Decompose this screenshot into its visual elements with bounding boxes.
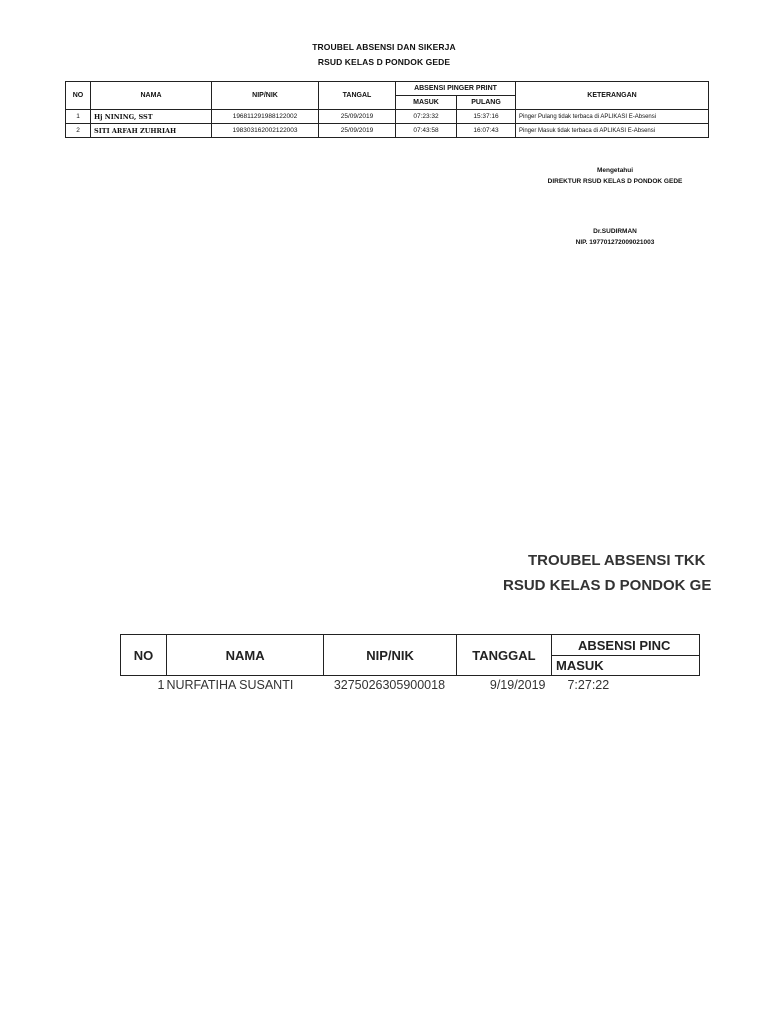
cell-nama: SITI ARFAH ZUHRIAH <box>91 124 212 138</box>
header-masuk: MASUK <box>396 96 457 110</box>
header-nip: NIP/NIK <box>212 82 319 110</box>
cell-tanggal: 25/09/2019 <box>319 124 396 138</box>
cell-masuk: 07:23:32 <box>396 110 457 124</box>
header-absensi: ABSENSI PINC <box>551 635 699 656</box>
header-no: NO <box>121 635 167 676</box>
attendance-table <box>65 81 709 138</box>
header-absensi: ABSENSI PINGER PRINT <box>396 82 516 96</box>
header-tangal: TANGAL <box>319 82 396 110</box>
document-subtitle: RSUD KELAS D PONDOK GEDE <box>317 57 451 67</box>
cell-tanggal: 9/19/2019 <box>489 677 546 692</box>
second-attendance-table <box>120 634 700 694</box>
cell-nip: 3275026305900018 <box>333 677 446 692</box>
header-nip: NIP/NIK <box>324 635 456 676</box>
second-document-title: TROUBEL ABSENSI TKK <box>528 552 706 569</box>
cell-keterangan: Pinger Masuk tidak terbaca di APLIKASI E-Absensi <box>516 124 709 138</box>
cell-keterangan: Pinger Pulang tidak terbaca di APLIKASI E-Absensi <box>516 110 709 124</box>
cell-masuk: 07:43:58 <box>396 124 457 138</box>
cell-nip: 196811291988122002 <box>212 110 319 124</box>
signature-nip: NIP. 197701272009021003 <box>575 239 655 246</box>
cell-nama: NURFATIHA SUSANTI <box>166 677 294 692</box>
table-row <box>121 676 700 694</box>
second-document-subtitle: RSUD KELAS D PONDOK GE <box>503 577 712 594</box>
header-pulang: PULANG <box>457 96 516 110</box>
table-row <box>66 110 709 124</box>
header-nama: NAMA <box>91 82 212 110</box>
table-row <box>66 124 709 138</box>
header-masuk: MASUK <box>551 656 699 676</box>
second-table-clip <box>120 634 700 704</box>
header-keterangan: KETERANGAN <box>516 82 709 110</box>
document-title: TROUBEL ABSENSI DAN SIKERJA <box>312 42 456 52</box>
cell-tanggal: 25/09/2019 <box>319 110 396 124</box>
cell-nip: 198303162002122003 <box>212 124 319 138</box>
cell-no: 2 <box>66 124 91 138</box>
cell-pulang: 15:37:16 <box>457 110 516 124</box>
cell-no: 1 <box>157 677 165 692</box>
header-nama: NAMA <box>166 635 323 676</box>
signature-mengetahui: Mengetahui <box>596 167 634 174</box>
cell-no: 1 <box>66 110 91 124</box>
signature-name: Dr.SUDIRMAN <box>593 228 637 235</box>
signature-position: DIREKTUR RSUD KELAS D PONDOK GEDE <box>547 178 683 185</box>
header-no: NO <box>66 82 91 110</box>
cell-pulang: 16:07:43 <box>457 124 516 138</box>
cell-masuk: 7:27:22 <box>567 677 610 692</box>
header-tanggal: TANGGAL <box>456 635 551 676</box>
cell-nama: Hj NINING, SST <box>91 110 212 124</box>
